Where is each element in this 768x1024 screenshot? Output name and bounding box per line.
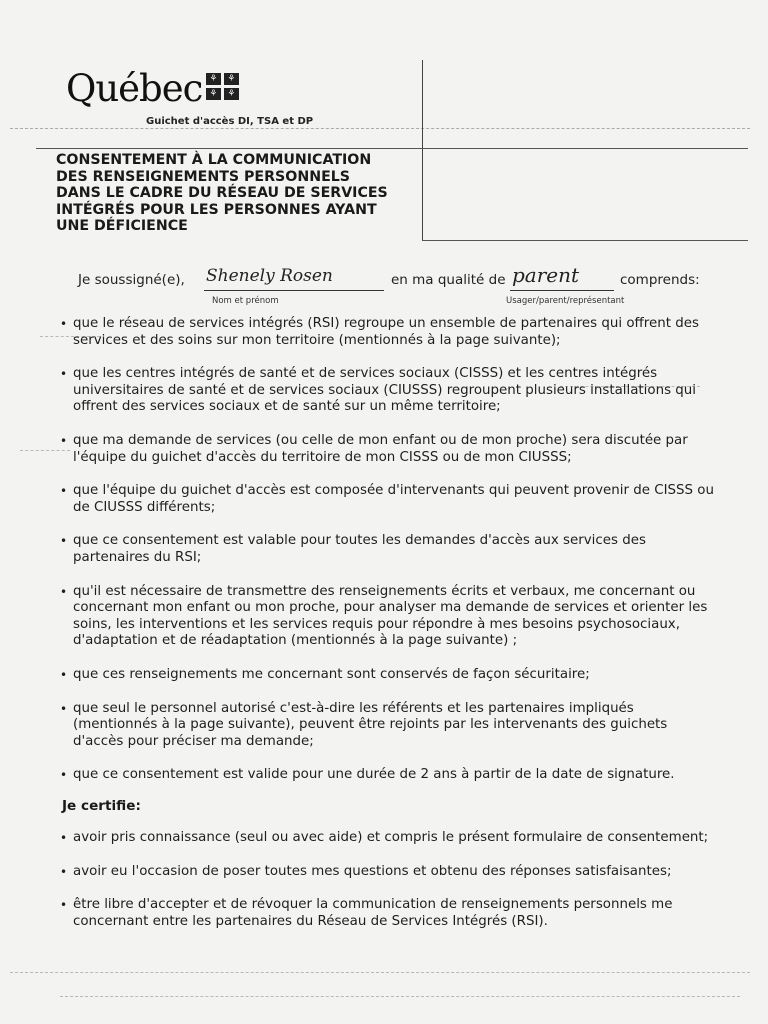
role-caption: Usager/parent/représentant <box>506 296 625 306</box>
comprends-text: comprends: <box>620 272 700 288</box>
name-field-line[interactable] <box>204 290 384 291</box>
list-item: • que ce consentement est valide pour une durée de 2 ans à partir de la date de signature. <box>60 767 720 784</box>
understanding-list <box>60 316 720 784</box>
scan-artifact <box>10 972 750 973</box>
handwritten-role: parent <box>512 263 580 287</box>
handwritten-name: Shenely Rosen <box>206 266 333 286</box>
list-item: • que les centres intégrés de santé et de services sociaux (CISSS) et les centres intégrés universitaires de santé et de services sociaux (CIUSSS) regroupent plusieurs installations qui offrent des services sociaux et de santé sur un même territoire; <box>60 366 720 416</box>
divider <box>36 148 748 149</box>
list-item: • que ma demande de services (ou celle de mon enfant ou de mon proche) sera discutée par l'équipe du guichet d'accès du territoire de mon CISSS ou de mon CIUSSS; <box>60 433 720 466</box>
list-item: • que l'équipe du guichet d'accès est composée d'intervenants qui peuvent provenir de CISSS ou de CIUSSS différents; <box>60 483 720 516</box>
scan-artifact <box>60 996 740 997</box>
list-item: • que seul le personnel autorisé c'est-à-dire les référents et les partenaires impliqués (mentionnés à la page suivante), peuvent être rejoints par les intervenants des guichets d'accès pour préciser ma demande; <box>60 701 720 751</box>
certify-list <box>60 830 720 930</box>
logo-wordmark: Québec <box>66 67 203 110</box>
certify-heading: Je certifie: <box>62 798 141 814</box>
intro-text: Je soussigné(e), <box>78 272 185 288</box>
quebec-logo <box>66 66 239 112</box>
guichet-label: Guichet d'accès DI, TSA et DP <box>146 116 314 127</box>
list-item: • être libre d'accepter et de révoquer la communication de renseignements personnels me concernant entre les partenaires du Réseau de Services Intégrés (RSI). <box>60 897 720 930</box>
list-item: • que ces renseignements me concernant sont conservés de façon sécuritaire; <box>60 667 720 684</box>
quality-label: en ma qualité de <box>391 272 506 288</box>
list-item: • que le réseau de services intégrés (RSI) regroupe un ensemble de partenaires qui offrent des services et des soins sur mon territoire (mentionnés à la page suivante); <box>60 316 720 349</box>
list-item: • avoir pris connaissance (seul ou avec aide) et compris le présent formulaire de consentement; <box>60 830 720 847</box>
form-title: CONSENTEMENT À LA COMMUNICATION DES RENSEIGNEMENTS PERSONNELS DANS LE CADRE DU RÉSEAU DE SERVICES INTÉGRÉS POUR LES PERSONNES AYANT UNE DÉFICIENCE <box>56 152 388 235</box>
role-field-line[interactable] <box>510 290 614 291</box>
fleur-de-lis-flag-icon <box>206 73 239 100</box>
list-item: • avoir eu l'occasion de poser toutes mes questions et obtenu des réponses satisfaisantes; <box>60 864 720 881</box>
list-item: • qu'il est nécessaire de transmettre des renseignements écrits et verbaux, me concernant ou concernant mon enfant ou mon proche, pour analyser ma demande de services et orienter les soins, les interventions et les services requis pour répondre à mes besoins psychosociaux, d'adaptation et de réadaptation (mentionnés à la page suivante) ; <box>60 584 720 650</box>
divider <box>422 240 748 241</box>
name-caption: Nom et prénom <box>212 296 279 306</box>
divider <box>422 60 423 240</box>
list-item: • que ce consentement est valable pour toutes les demandes d'accès aux services des partenaires du RSI; <box>60 533 720 566</box>
divider <box>10 128 750 129</box>
